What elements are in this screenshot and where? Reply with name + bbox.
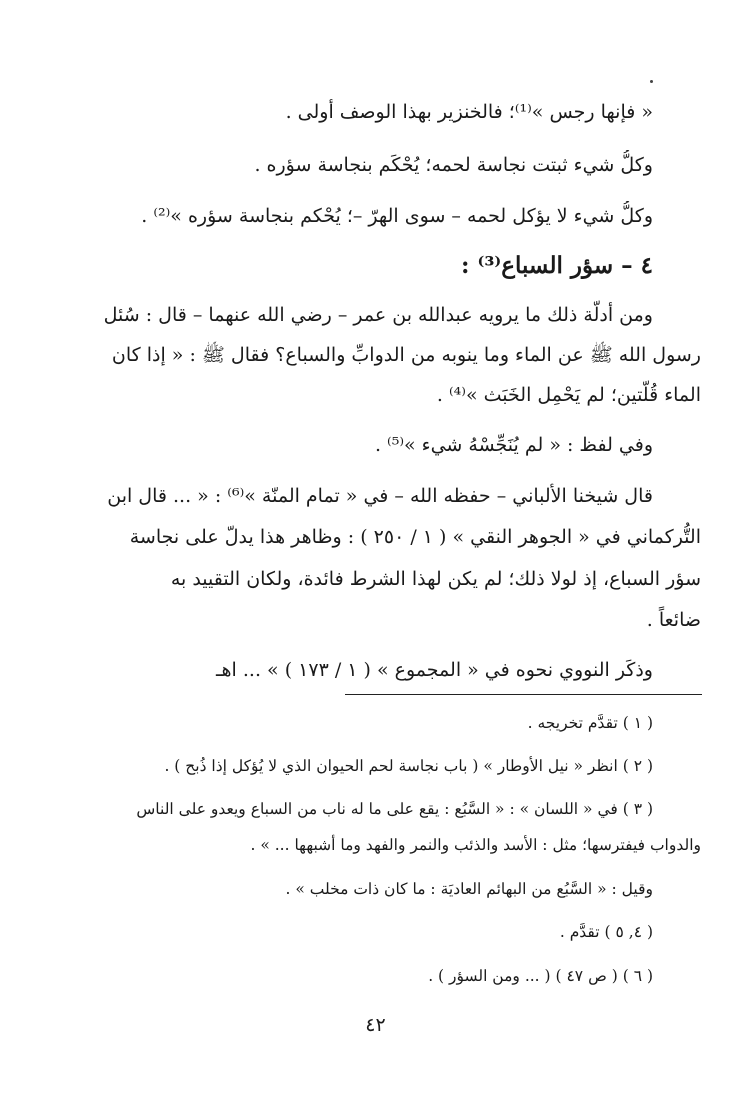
footnote-line: ( ٤, ٥ ) تقدَّم . (559, 923, 653, 941)
body-line: وذكَر النووي نحوه في « المجموع » ( ١ / ١٧٣ ) » ... اهـ (215, 659, 653, 681)
footnote-line: ( ٢ ) انظر « نيل الأوطار » ( باب نجاسة لحم الحيوان الذي لا يُؤكل إذا ذُبح ) . (164, 757, 653, 775)
page-number: ٤٢ (365, 1014, 386, 1036)
footnote-line: والدواب فيفترسها؛ مثل : الأسد والذئب والنمر والفهد وما أشبهها ... » . (250, 836, 701, 854)
footnote-divider (345, 694, 702, 695)
footnote-line: وقيل : « السَّبُع من البهائم العاديَة : ما كان ذات مخلب » . (285, 880, 653, 898)
body-line: وفي لفظ : « لم يُنَجِّسْهُ شيء »⁽⁵⁾ . (374, 434, 653, 456)
body-line: « فإنها رجس »⁽¹⁾؛ فالخنزير بهذا الوصف أولى . (285, 101, 653, 123)
body-line: ضائعاً . (646, 609, 701, 631)
body-line: ومن أدلّة ذلك ما يرويه عبدالله بن عمر – رضي الله عنهما – قال : سُئل (103, 304, 653, 326)
section-heading: ٤ – سؤر السباع⁽³⁾ : (460, 252, 653, 279)
footnote-line: ( ١ ) تقدَّم تخريجه . (527, 714, 653, 732)
body-line: وكلُّ شيء ثبتت نجاسة لحمه؛ يُحْكَم بنجاسة سؤره . (254, 154, 653, 176)
speck (650, 80, 653, 83)
body-line: وكلُّ شيء لا يؤكل لحمه – سوى الهرّ –؛ يُحْكم بنجاسة سؤره »⁽²⁾ . (141, 205, 653, 227)
body-line: التُّركماني في « الجوهر النقي » ( ١ / ٢٥٠ ) : وظاهر هذا يدلّ على نجاسة (129, 526, 701, 548)
body-line: الماء قُلّتين؛ لم يَحْمِل الخَبَث »⁽⁴⁾ . (436, 384, 701, 406)
body-line: قال شيخنا الألباني – حفظه الله – في « تمام المنّة »⁽⁶⁾ : « ... قال ابن (107, 485, 653, 507)
footnote-line: ( ٣ ) في « اللسان » : « السَّبُع : يقع على ما له ناب من السباع ويعدو على الناس (136, 800, 653, 818)
footnote-line: ( ٦ ) ( ص ٤٧ ) ( ... ومن السؤر ) . (428, 967, 653, 985)
body-line: سؤر السباع، إذ لولا ذلك؛ لم يكن لهذا الشرط فائدة، ولكان التقييد به (170, 568, 701, 590)
body-line: رسول الله ﷺ عن الماء وما ينوبه من الدوابِّ والسباع؟ فقال ﷺ : « إذا كان (111, 344, 701, 366)
